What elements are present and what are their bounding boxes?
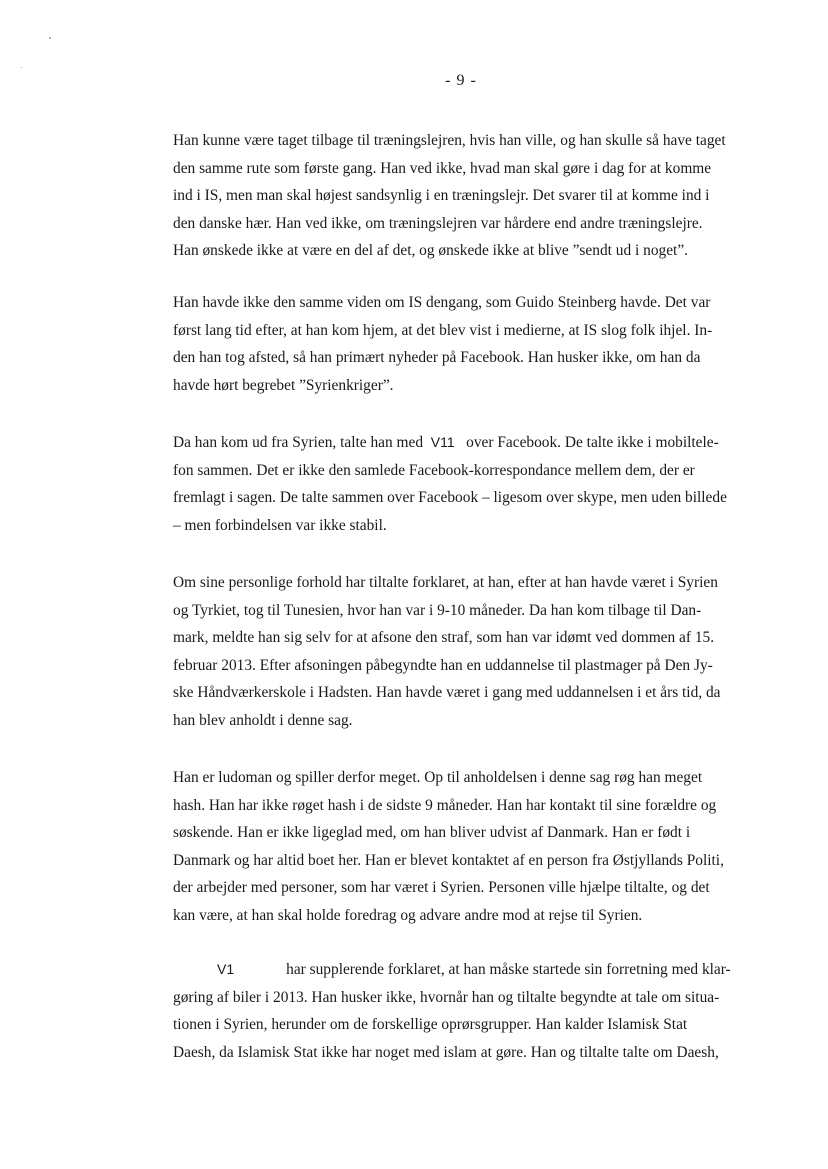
scan-speck	[21, 67, 22, 68]
paragraph-gambling-and-family	[173, 764, 753, 929]
page-number: - 9 -	[445, 72, 477, 89]
text-line: mark, meldte han sig selv for at afsone den straf, som han var idømt ved dommen af 15.	[173, 629, 715, 646]
text-line: den danske hær. Han ved ikke, om træningslejren var hårdere end andre træningslejre.	[173, 214, 703, 232]
text-segment: Da han kom ud fra Syrien, talte han med	[173, 434, 424, 451]
paragraph-facebook-contact	[173, 429, 753, 539]
text-segment: over Facebook. De talte ikke i mobiltele-	[466, 434, 719, 451]
text-segment: har supplerende forklaret, at han måske startede sin forretning med klar-	[286, 961, 731, 978]
text-line: Han havde ikke den samme viden om IS dengang, som Guido Steinberg havde. Det var	[173, 294, 711, 311]
text-line: ind i IS, men man skal højest sandsynlig i en træningslejr. Det svarer til at komme ind i	[173, 187, 710, 204]
paragraph-personal-circumstances	[173, 569, 753, 734]
text-line: gøring af biler i 2013. Han husker ikke, hvornår han og tiltalte begyndte at tale om situa-	[173, 988, 720, 1006]
text-line: ske Håndværkerskole i Hadsten. Han havde været i gang med uddannelsen i et års tid, da	[173, 684, 721, 701]
text-line: han blev anholdt i denne sag.	[173, 711, 353, 729]
text-line: og Tyrkiet, tog til Tunesien, hvor han var i 9-10 måneder. Da han kom tilbage til Dan-	[173, 601, 702, 619]
paragraph-knowledge-of-is	[173, 289, 753, 399]
paragraph-training-camp	[173, 127, 753, 265]
redaction-code: V1	[217, 961, 235, 977]
scan-speck	[49, 37, 51, 39]
text-line: – men forbindelsen var ikke stabil.	[173, 516, 387, 534]
text-line: hash. Han har ikke røget hash i de sidste 9 måneder. Han har kontakt til sine forældre og	[173, 796, 717, 814]
redaction-code: V11	[430, 434, 455, 450]
text-line: Om sine personlige forhold har tiltalte forklaret, at han, efter at han havde været i Syrien	[173, 574, 718, 591]
text-line: Han kunne være taget tilbage til træningslejren, hvis han ville, og han skulle så have taget	[173, 132, 726, 149]
text-line: Han er ludoman og spiller derfor meget. Op til anholdelsen i denne sag røg han meget	[173, 769, 703, 786]
text-line: søskende. Han er ikke ligeglad med, om han bliver udvist af Danmark. Han er født i	[173, 824, 691, 841]
text-line: den samme rute som første gang. Han ved ikke, hvad man skal gøre i dag for at komme	[173, 159, 712, 177]
text-line: fon sammen. Det er ikke den samlede Facebook-korrespondance mellem dem, der er	[173, 461, 695, 479]
text-line: kan være, at han skal holde foredrag og advare andre mod at rejse til Syrien.	[173, 906, 643, 924]
text-line: Danmark og har altid boet her. Han er blevet kontaktet af en person fra Østjyllands Politi,	[173, 851, 724, 869]
text-line: Han ønskede ikke at være en del af det, og ønskede ikke at blive ”sendt ud i noget”.	[173, 242, 688, 259]
text-line: tionen i Syrien, herunder om de forskellige oprørsgrupper. Han kalder Islamisk Stat	[173, 1016, 688, 1033]
text-line: februar 2013. Efter afsoningen påbegyndte han en uddannelse til plastmager på Den Jy-	[173, 656, 713, 674]
text-line: havde hørt begrebet ”Syrienkriger”.	[173, 376, 394, 394]
paragraph-witness-v1	[173, 956, 753, 1066]
text-line: der arbejder med personer, som har været i Syrien. Personen ville hjælpe tiltalte, og det	[173, 879, 710, 896]
text-line: fremlagt i sagen. De talte sammen over Facebook – ligesom over skype, men uden billede	[173, 489, 727, 506]
text-line	[173, 956, 753, 984]
text-line: først lang tid efter, at han kom hjem, at det blev vist i medierne, at IS slog folk ihjel. In-	[173, 321, 713, 339]
text-line	[173, 429, 753, 457]
text-line: den han tog afsted, så han primært nyheder på Facebook. Han husker ikke, om han da	[173, 349, 701, 366]
text-line: Daesh, da Islamisk Stat ikke har noget med islam at gøre. Han og tiltalte talte om Daesh,	[173, 1043, 719, 1061]
